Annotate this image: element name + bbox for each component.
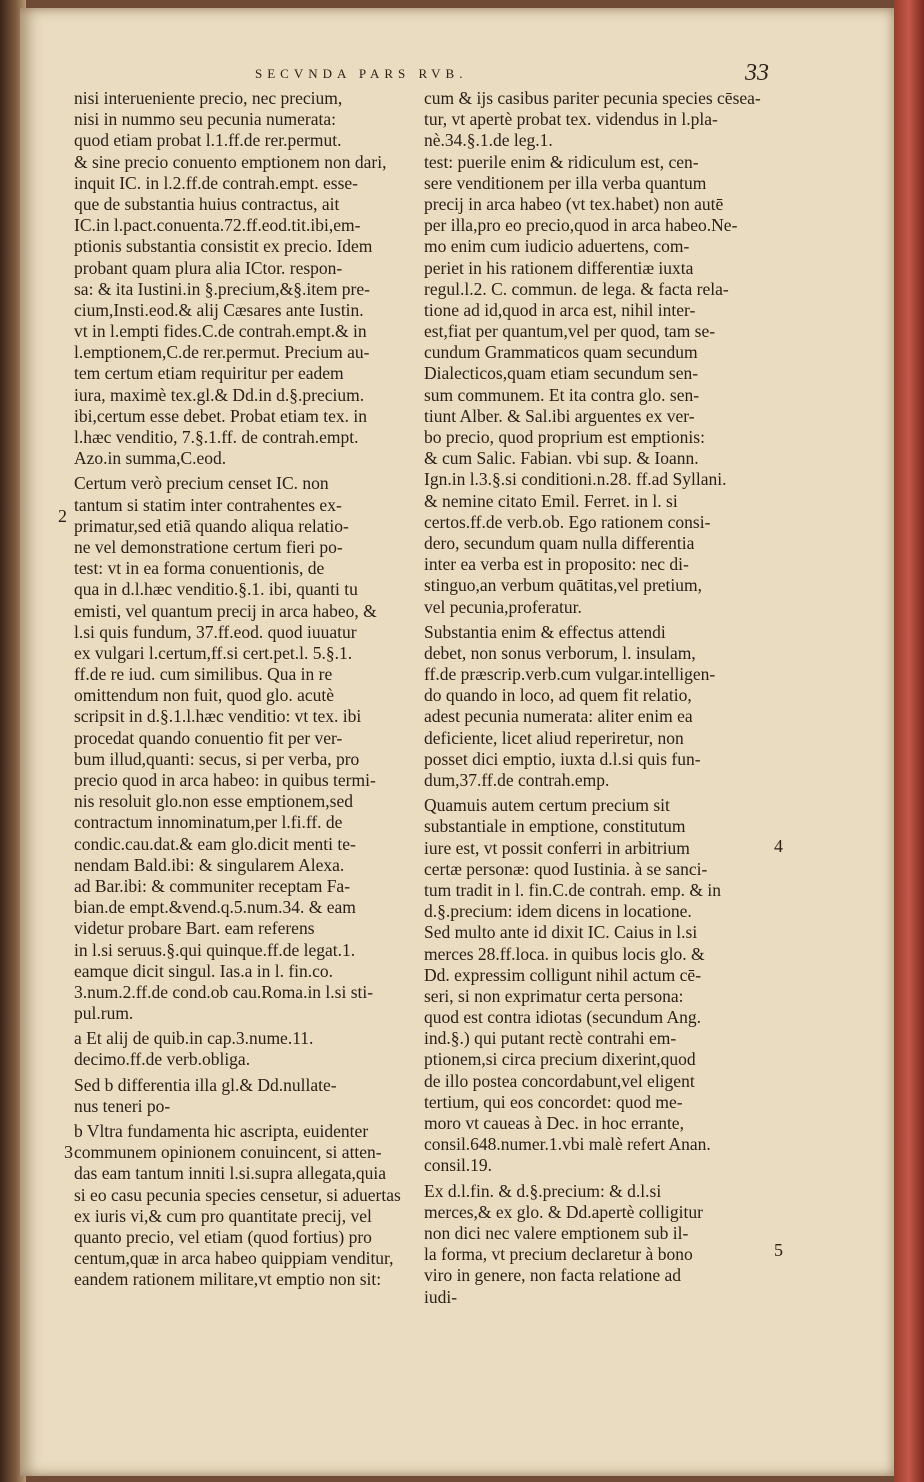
text-line: & cum Salic. Fabian. vbi sup. & Ioann. bbox=[424, 448, 699, 469]
text-line: quanto precio, vel etiam (quod fortius) pro bbox=[74, 1226, 372, 1247]
margin-number-4: 4 bbox=[774, 836, 783, 856]
text-line: l.si quis fundum, 37.ff.eod. quod iuuatur bbox=[74, 621, 357, 642]
text-line: regul.l.2. C. commun. de lega. & facta rela- bbox=[424, 278, 729, 299]
text-line: non dici nec valere emptionem sub il- bbox=[424, 1222, 689, 1243]
text-line: Ign.in l.3.§.si conditioni.n.28. ff.ad Syllani. bbox=[424, 469, 727, 490]
text-line: Ex d.l.fin. & d.§.precium: & d.l.si bbox=[424, 1180, 662, 1201]
text-line: Dd. expressim colligunt nihil actum cē- bbox=[424, 964, 702, 985]
page-number: 33 bbox=[745, 60, 769, 86]
text-line: cundum Grammaticos quam secundum bbox=[424, 342, 698, 363]
text-line: mo enim cum iudicio aduertens, com- bbox=[424, 236, 690, 257]
text-line: contractum innominatum,per l.fi.ff. de bbox=[74, 812, 343, 833]
page-edge-red bbox=[894, 0, 924, 1482]
running-head: SECVNDA PARS RVB. bbox=[255, 66, 468, 81]
text-line: tem certum etiam requiritur per eadem bbox=[74, 363, 344, 384]
text-line: nisi in nummo seu pecunia numerata: bbox=[74, 109, 336, 130]
text-line: Azo.in summa,C.eod. bbox=[74, 448, 227, 469]
text-line: tantum si statim inter contrahentes ex- bbox=[74, 494, 342, 515]
text-line: dum,37.ff.de contrah.emp. bbox=[424, 770, 610, 790]
page-header bbox=[0, 60, 924, 86]
text-line: centum,quæ in arca habeo quippiam venditur, bbox=[74, 1248, 394, 1269]
text-line: bo precio, quod proprium est emptionis: bbox=[424, 427, 705, 447]
text-line: d.§.precium: idem dicens in locatione. bbox=[424, 901, 692, 922]
text-line: iudi- bbox=[424, 1286, 458, 1307]
text-line: periet in his rationem differentiæ iuxta bbox=[424, 257, 694, 278]
text-line: bum illud,quanti: secus, si per verba, pro bbox=[74, 748, 360, 769]
text-line: ptionis substantia consistit ex precio. Idem bbox=[74, 236, 373, 257]
text-line: de illo postea concordabunt,vel eligent bbox=[424, 1070, 695, 1091]
text-line: merces,& ex glo. & Dd.apertè colligitur bbox=[424, 1201, 703, 1222]
text-line: pul.rum. bbox=[74, 1003, 134, 1024]
text-line: IC.in l.pact.conuenta.72.ff.eod.tit.ibi,em- bbox=[74, 215, 361, 236]
text-line: per illa,pro eo precio,quod in arca habeo.Ne- bbox=[424, 215, 738, 236]
text-line: tum tradit in l. fin.C.de contrah. emp. & in bbox=[424, 879, 721, 900]
text-line: substantiale in emptione, constitutum bbox=[424, 816, 686, 837]
text-line: si eo casu pecunia species censetur, si aduertas bbox=[74, 1184, 401, 1205]
left-text-column bbox=[74, 88, 402, 1291]
text-line: ff.de præscrip.verb.cum vulgar.intelligen- bbox=[424, 664, 716, 685]
text-line: test: vt in ea forma conuentionis, de bbox=[74, 558, 325, 579]
text-line: ptionem,si circa precium dixerint,quod bbox=[424, 1049, 696, 1070]
text-line: ex iuris vi,& cum pro quantitate precij, vel bbox=[74, 1205, 372, 1226]
text-line: nendam Bald.ibi: & singularem Alexa. bbox=[74, 854, 345, 875]
text-line: l.hæc venditio, 7.§.1.ff. de contrah.empt. bbox=[74, 427, 359, 447]
text-line: nè.34.§.1.de leg.1. bbox=[424, 130, 553, 151]
margin-number-2: 2 bbox=[58, 506, 67, 526]
text-line: cium,Insti.eod.& alij Cæsares ante Iustin. bbox=[74, 299, 364, 320]
text-line: Substantia enim & effectus attendi bbox=[424, 621, 666, 642]
text-line: nisi interueniente precio, nec precium, bbox=[74, 88, 343, 108]
text-line: tertium, qui eos concordet: quod me- bbox=[424, 1091, 683, 1112]
text-line: sa: & ita Iustini.in §.precium,&§.item pre- bbox=[74, 278, 370, 299]
text-line: viro in genere, non facta relatione ad bbox=[424, 1265, 682, 1286]
text-line: Quamuis autem certum precium sit bbox=[424, 795, 670, 816]
text-line: sere venditionem per illa verba quantum bbox=[424, 172, 707, 193]
text-line: l.emptionem,C.de rer.permut. Precium au- bbox=[74, 342, 370, 363]
text-line: dero, secundum quam nulla differentia bbox=[424, 532, 695, 553]
text-line: merces 28.ff.loca. in quibus locis glo. & bbox=[424, 943, 705, 964]
text-line: videtur probare Bart. eam referens bbox=[74, 918, 315, 939]
text-line: seri, si non exprimatur certa persona: bbox=[424, 985, 684, 1006]
text-line: adest pecunia numerata: aliter enim ea bbox=[424, 706, 693, 727]
text-line: certæ personæ: quod Iustinia. à se sanci- bbox=[424, 858, 708, 879]
text-line: decimo.ff.de verb.obliga. bbox=[74, 1049, 251, 1070]
text-line: probant quam plura alia ICtor. respon- bbox=[74, 257, 343, 278]
text-line: deficiente, licet aliud reperiretur, non bbox=[424, 727, 684, 748]
text-line: b Vltra fundamenta hic ascripta, euidenter bbox=[74, 1121, 369, 1141]
text-line: eamque dicit singul. Ias.a in l. fin.co. bbox=[74, 960, 334, 981]
text-line: consil.648.numer.1.vbi malè refert Anan. bbox=[424, 1134, 711, 1155]
text-line: do quando in loco, ad quem fit relatio, bbox=[424, 685, 692, 706]
text-line: test: puerile enim & ridiculum est, cen- bbox=[424, 151, 699, 172]
text-line: quod etiam probat l.1.ff.de rer.permut. bbox=[74, 130, 342, 151]
text-line: emisti, vel quantum precij in arca habeo, & bbox=[74, 600, 377, 621]
text-line: ibi,certum esse debet. Probat etiam tex. in bbox=[74, 405, 368, 426]
text-line: condic.cau.dat.& eam glo.dicit menti te- bbox=[74, 833, 356, 854]
text-line: consil.19. bbox=[424, 1155, 493, 1176]
text-line: tione ad id,quod in arca est, nihil inter- bbox=[424, 299, 696, 320]
text-line: tur, vt apertè probat tex. videndus in l.pla- bbox=[424, 109, 718, 130]
text-line: primatur,sed etiã quando aliqua relatio- bbox=[74, 515, 349, 536]
right-text-column bbox=[424, 88, 770, 1308]
text-line: & sine precio conuento emptionem non dari, bbox=[74, 151, 387, 172]
text-line: stinguo,an verbum quātitas,vel pretium, bbox=[424, 575, 703, 596]
text-line: in l.si seruus.§.qui quinque.ff.de legat.1. bbox=[74, 939, 356, 960]
text-line: certos.ff.de verb.ob. Ego rationem consi- bbox=[424, 511, 711, 532]
text-line: bian.de empt.&vend.q.5.num.34. & eam bbox=[74, 897, 356, 918]
text-line: sum communem. Et ita contra glo. sen- bbox=[424, 384, 700, 405]
text-line: ex vulgari l.certum,ff.si cert.pet.l. 5.§.1. bbox=[74, 642, 353, 663]
text-line: communem opinionem conuincent, si atten- bbox=[74, 1142, 382, 1163]
text-line: vel pecunia,proferatur. bbox=[424, 596, 582, 617]
text-line: iura, maximè tex.gl.& Dd.in d.§.precium. bbox=[74, 384, 365, 405]
text-line: ff.de re iud. cum similibus. Qua in re bbox=[74, 664, 333, 685]
text-line: precij in arca habeo (vt tex.habet) non autē bbox=[424, 193, 724, 214]
text-line: Dialecticos,quam etiam secundum sen- bbox=[424, 363, 699, 384]
text-line: moro vt caueas à Dec. in hoc errante, bbox=[424, 1113, 684, 1133]
text-line: & nemine citato Emil. Ferret. in l. si bbox=[424, 490, 678, 511]
text-line: nus teneri po- bbox=[74, 1095, 171, 1116]
text-line: eandem rationem militare,vt emptio non sit: bbox=[74, 1269, 382, 1290]
text-line: procedat quando conuentio fit per ver- bbox=[74, 727, 343, 748]
text-line: inquit IC. in l.2.ff.de contrah.empt. esse- bbox=[74, 172, 358, 193]
text-line: est,fiat per quantum,vel per quod, tam se- bbox=[424, 321, 716, 342]
text-line: nis resoluit glo.non esse emptionem,sed bbox=[74, 791, 353, 812]
text-line: das eam tantum inniti l.si.supra allegata,quia bbox=[74, 1163, 387, 1184]
text-line: inter ea verba est in proposito: nec di- bbox=[424, 554, 689, 575]
text-line: ne vel demonstratione certum fieri po- bbox=[74, 536, 343, 557]
text-line: ind.§.) qui putant rectè contrahi em- bbox=[424, 1028, 677, 1049]
text-line: la forma, vt precium declaretur à bono bbox=[424, 1244, 693, 1265]
text-line: posset dici emptio, iuxta d.l.si quis fun- bbox=[424, 748, 701, 769]
text-line: que de substantia huius contractus, ait bbox=[74, 193, 340, 214]
text-line: iure est, vt possit conferri in arbitrium bbox=[424, 837, 690, 858]
text-line: quod est contra idiotas (secundum Ang. bbox=[424, 1007, 702, 1028]
margin-number-3: 3 bbox=[64, 1142, 73, 1162]
text-line: qua in d.l.hæc venditio.§.1. ibi, quanti tu bbox=[74, 579, 358, 600]
margin-number-5: 5 bbox=[774, 1240, 783, 1260]
text-line: Certum verò precium censet IC. non bbox=[74, 473, 329, 494]
text-line: omittendum non fuit, quod glo. acutè bbox=[74, 685, 335, 706]
text-line: ad Bar.ibi: & communiter receptam Fa- bbox=[74, 875, 351, 896]
text-line: Sed b differentia illa gl.& Dd.nullate- bbox=[74, 1074, 337, 1095]
text-line: scripsit in d.§.1.l.hæc venditio: vt tex. ibi bbox=[74, 706, 362, 727]
text-line: a Et alij de quib.in cap.3.nume.11. bbox=[74, 1028, 314, 1049]
text-line: cum & ijs casibus pariter pecunia species cēsea- bbox=[424, 88, 761, 108]
text-line: 3.num.2.ff.de cond.ob cau.Roma.in l.si sti- bbox=[74, 981, 374, 1002]
text-line: debet, non sonus verborum, l. insulam, bbox=[424, 642, 696, 663]
text-line: tiunt Alber. & Sal.ibi arguentes ex ver- bbox=[424, 405, 695, 426]
text-line: vt in l.empti fides.C.de contrah.empt.& in bbox=[74, 321, 367, 342]
text-line: Sed multo ante id dixit IC. Caius in l.si bbox=[424, 922, 698, 943]
text-line: precio quod in arca habeo: in quibus termi- bbox=[74, 770, 376, 790]
